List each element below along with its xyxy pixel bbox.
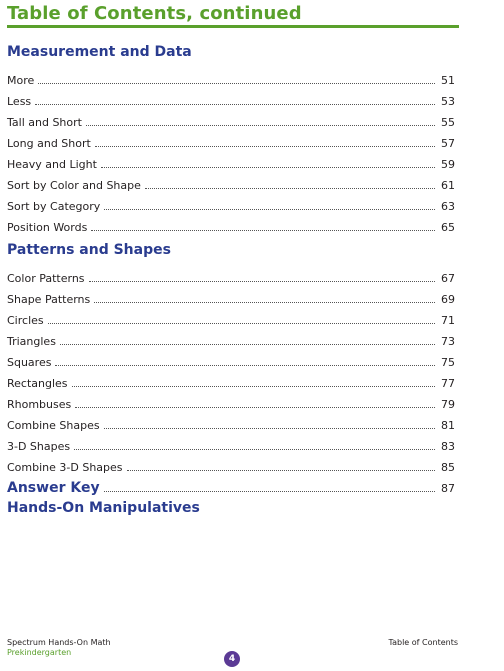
toc-entry-page: 59 [441, 158, 455, 171]
toc-entry-page: 65 [441, 221, 455, 234]
toc-entry-page: 73 [441, 335, 455, 348]
toc-entry-label: Squares [7, 356, 52, 369]
page-title: Table of Contents, continued [7, 3, 302, 24]
toc-entry-label: Color Patterns [7, 272, 85, 285]
toc-entry-label: Combine 3-D Shapes [7, 461, 123, 474]
toc-entry-page: 71 [441, 314, 455, 327]
toc-entry[interactable] [7, 92, 455, 108]
toc-entry[interactable] [7, 311, 455, 327]
toc-entry-label: Sort by Category [7, 200, 101, 213]
footer-left [7, 638, 111, 658]
toc-entry-page: 55 [441, 116, 455, 129]
toc-entry[interactable] [7, 176, 455, 192]
dot-leader [74, 449, 435, 450]
toc-entry-page: 87 [441, 482, 455, 495]
footer-series: Spectrum Hands-On Math [7, 638, 111, 647]
toc-entry[interactable] [7, 218, 455, 234]
toc-entry-label: Heavy and Light [7, 158, 97, 171]
toc-entry-label: Answer Key [7, 480, 100, 496]
page-number-badge: 4 [224, 651, 240, 667]
toc-entry-label: Triangles [7, 335, 56, 348]
toc-entry-page: 67 [441, 272, 455, 285]
toc-entry-page: 83 [441, 440, 455, 453]
toc-entry[interactable] [7, 395, 455, 411]
toc-entry-label: Rhombuses [7, 398, 72, 411]
toc-entry-page: 85 [441, 461, 455, 474]
toc-entry-label: More [7, 74, 35, 87]
toc-entry[interactable] [7, 416, 455, 432]
dot-leader [38, 83, 435, 84]
dot-leader [91, 230, 435, 231]
toc-entry[interactable] [7, 437, 455, 453]
toc-entry-label: Circles [7, 314, 44, 327]
dot-leader [60, 344, 435, 345]
footer-right: Table of Contents [388, 638, 458, 647]
section-heading-measurement: Measurement and Data [7, 44, 192, 60]
toc-entry[interactable] [7, 71, 455, 87]
toc-entry-page: 57 [441, 137, 455, 150]
toc-entry-label: 3-D Shapes [7, 440, 71, 453]
dot-leader [127, 470, 435, 471]
toc-entry[interactable] [7, 197, 455, 213]
dot-leader [101, 167, 435, 168]
section-heading-manipulatives[interactable]: Hands-On Manipulatives [7, 500, 200, 516]
dot-leader [72, 386, 435, 387]
dot-leader [104, 209, 435, 210]
toc-entry-page: 61 [441, 179, 455, 192]
dot-leader [104, 491, 435, 492]
toc-entry-label: Position Words [7, 221, 88, 234]
dot-leader [145, 188, 435, 189]
dot-leader [35, 104, 435, 105]
title-rule [7, 25, 459, 28]
dot-leader [95, 146, 435, 147]
toc-entry-page: 81 [441, 419, 455, 432]
toc-entry-label: Tall and Short [7, 116, 82, 129]
dot-leader [94, 302, 435, 303]
toc-entry-page: 53 [441, 95, 455, 108]
dot-leader [75, 407, 435, 408]
dot-leader [48, 323, 435, 324]
dot-leader [89, 281, 435, 282]
dot-leader [104, 428, 435, 429]
toc-entry-label: Combine Shapes [7, 419, 100, 432]
toc-entry-label: Less [7, 95, 32, 108]
toc-entry-page: 51 [441, 74, 455, 87]
toc-entry-page: 79 [441, 398, 455, 411]
dot-leader [55, 365, 435, 366]
toc-entry-page: 63 [441, 200, 455, 213]
toc-entry-label: Rectangles [7, 377, 68, 390]
toc-entry[interactable] [7, 113, 455, 129]
toc-entry[interactable] [7, 134, 455, 150]
toc-entry[interactable] [7, 353, 455, 369]
section-heading-patterns: Patterns and Shapes [7, 242, 171, 258]
toc-entry-label: Sort by Color and Shape [7, 179, 141, 192]
toc-entry[interactable] [7, 332, 455, 348]
toc-entry[interactable] [7, 374, 455, 390]
footer-grade: Prekindergarten [7, 648, 72, 657]
toc-entry[interactable] [7, 155, 455, 171]
toc-entry-page: 75 [441, 356, 455, 369]
toc-entry[interactable] [7, 269, 455, 285]
toc-entry-page: 77 [441, 377, 455, 390]
toc-entry-label: Shape Patterns [7, 293, 91, 306]
toc-entry-label: Long and Short [7, 137, 91, 150]
toc-entry[interactable] [7, 290, 455, 306]
toc-entry-page: 69 [441, 293, 455, 306]
toc-entry-answer-key[interactable] [7, 478, 455, 496]
toc-entry[interactable] [7, 458, 455, 474]
dot-leader [86, 125, 435, 126]
